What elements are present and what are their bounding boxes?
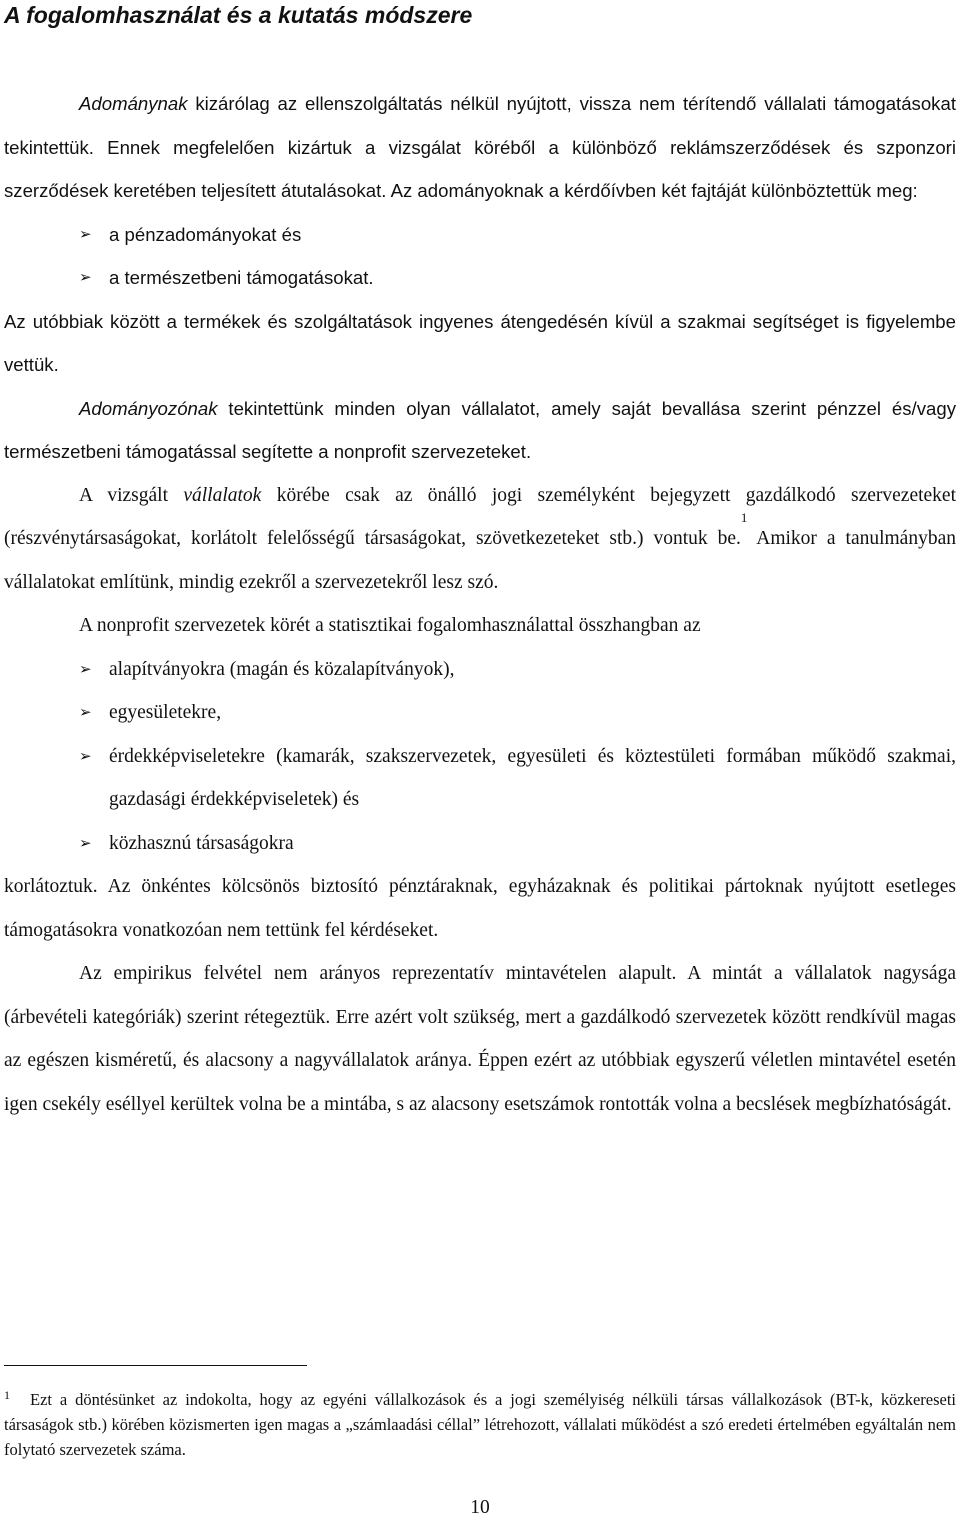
paragraph-company-definition: A vizsgált vállalatok körébe csak az önálló jogi személyként bejegyzett gazdálkodó szervezeteket (részvénytársaságokat, korlátolt felelősségű társaságokat, szövetkezeteket stb.) vontuk be.$^1$ Amikor a tanulmányban vállalatokat említünk, mindig ezekről a szervezetekről lesz szó. [4, 484, 956, 593]
arrow-bullet-icon: ➢ [79, 659, 92, 678]
section-heading: A fogalomhasználat és a kutatás módszere [4, 2, 473, 28]
term-vallalatok: vállalatok [183, 484, 262, 506]
paragraph-nonprofit-scope: A nonprofit szervezetek körét a statisztikai fogalomhasználattal összhangban az [79, 615, 701, 636]
body-text [4, 82, 956, 1126]
arrow-bullet-icon: ➢ [79, 833, 92, 852]
paragraph-exclusions: korlátoztuk. Az önkéntes kölcsönös biztosító pénztáraknak, egyházaknak és politikai pártoknak nyújtott esetleges támogatásokra vonatkozóan nem tettünk fel kérdéseket. [4, 876, 956, 941]
footnote-reference: 1 [740, 510, 748, 525]
list-item: ➢ érdekképviseletekre (kamarák, szakszervezetek, egyesületi és köztestületi formában működő szakmai, gazdasági érdekképviseletek) és [109, 735, 956, 822]
footnote [4, 1387, 956, 1462]
list-item: ➢ egyesületekre, [109, 691, 956, 735]
list-item: ➢ közhasznú társaságokra [109, 822, 956, 866]
footnote-text: Ezt a döntésünket az indokolta, hogy az egyéni vállalkozások és a jogi személyiség nélküli társas vállalkozások (BT-k, közkereseti társaságok stb.) körében közismerten igen magas a „számlaadási céllal” létrehozott, vállalati működést a szó eredeti értelmében egyáltalán nem folytató szervezetek száma. [4, 1390, 956, 1459]
page-number: 10 [470, 1497, 490, 1518]
footnote-mark: 1 [4, 1388, 10, 1402]
arrow-bullet-icon: ➢ [79, 746, 92, 765]
footnote-separator [4, 1365, 307, 1366]
arrow-bullet-icon: ➢ [79, 224, 92, 243]
list-item: ➢ alapítványokra (magán és közalapítványok), [109, 648, 956, 692]
arrow-bullet-icon: ➢ [79, 268, 92, 286]
paragraph-donation-definition [4, 82, 956, 213]
list-item: ➢ a természetbeni támogatásokat. [109, 256, 956, 300]
paragraph-text: kizárólag az ellenszolgáltatás nélkül nyújtott, vissza nem térítendő vállalati támogatásokat tekintettük. Ennek megfelelően kizártuk a vizsgálat köréből a különböző reklámszerződések és szponzori szerződések keretében teljesített átutalásokat. Az adományoknak a kérdőívben két fajtáját különböztettük meg: [4, 93, 956, 201]
paragraph-in-kind-support: Az utóbbiak között a termékek és szolgáltatások ingyenes átengedésén kívül a szakmai segítséget is figyelembe vettük. [4, 310, 956, 375]
paragraph-text: tekintettünk minden olyan vállalatot, amely saját bevallása szerint pénzzel és/vagy természetbeni támogatással segítette a nonprofit szervezeteket. [4, 397, 956, 462]
list-item: ➢ a pénzadományokat és [109, 213, 956, 257]
arrow-bullet-icon: ➢ [79, 703, 92, 721]
nonprofit-types-list [4, 648, 956, 866]
term-adomany: Adománynak [79, 93, 188, 114]
donation-types-list [4, 213, 956, 300]
paragraph-donor-definition [4, 387, 956, 474]
paragraph-sampling: Az empirikus felvétel nem arányos reprezentatív mintavételen alapult. A mintát a vállalatok nagysága (árbevételi kategóriák) szerint rétegeztük. Erre azért volt szükség, mert a gazdálkodó szervezetek között rendkívül magas az egészen kisméretű, és alacsony a nagyvállalatok aránya. Éppen ezért az utóbbiak egyszerű véletlen mintavétel esetén igen csekély eséllyel kerültek volna be a mintába, s az alacsony esetszámok rontották volna a becslések megbízhatóságát. [4, 963, 956, 1115]
term-adomanyozo: Adományozónak [79, 397, 218, 419]
